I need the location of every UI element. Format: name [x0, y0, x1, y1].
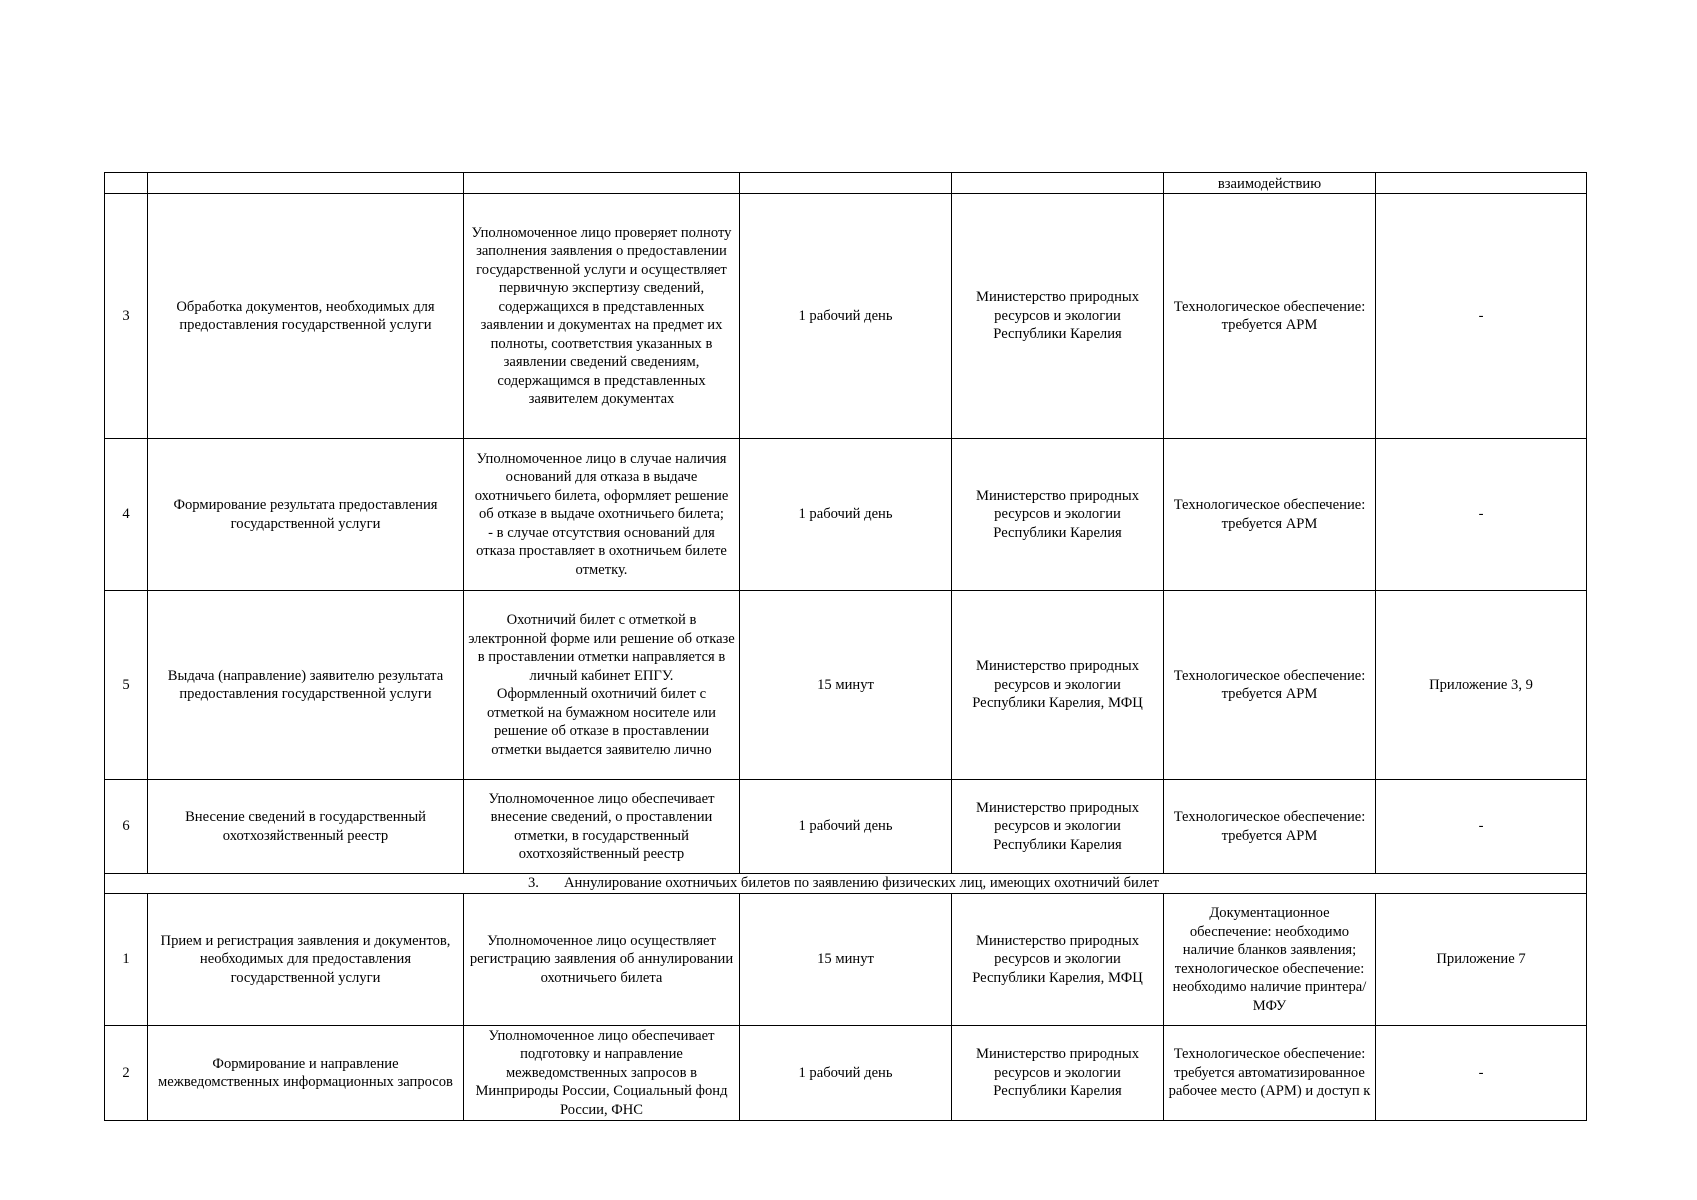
cell-term: 15 минут: [740, 894, 952, 1026]
cell-resources: Технологическое обеспечение: требуется АРМ: [1164, 591, 1376, 780]
cell-forms: -: [1376, 439, 1587, 591]
cell-forms: [1376, 173, 1587, 194]
cell-resources: Технологическое обеспечение: требуется автоматизированное рабочее место (АРМ) и доступ к: [1164, 1026, 1376, 1121]
cell-executor: Министерство природных ресурсов и экологии Республики Карелия: [952, 439, 1164, 591]
cell-description: Уполномоченное лицо обеспечивает подготовку и направление межведомственных запросов в Минприроды России, Социальный фонд России, ФНС: [464, 1026, 740, 1121]
cell-forms: Приложение 3, 9: [1376, 591, 1587, 780]
cell-description: Уполномоченное лицо проверяет полноту заполнения заявления о предоставлении государственной услуги и осуществляет первичную экспертизу сведений, содержащихся в представленных заявлении и документах на предмет их полноты, соответствия указанных в заявлении сведений сведениям, содержащимся в представленных заявителем документах: [464, 194, 740, 439]
cell-name: Формирование и направление межведомственных информационных запросов: [148, 1026, 464, 1121]
table-row: [105, 780, 1587, 874]
section-title: Аннулирование охотничьих билетов по заявлению физических лиц, имеющих охотничий билет: [563, 875, 1160, 892]
table-row: [105, 439, 1587, 591]
table-row-continuation: [105, 173, 1587, 194]
cell-description: [464, 173, 740, 194]
cell-executor: Министерство природных ресурсов и экологии Республики Карелия, МФЦ: [952, 591, 1164, 780]
cell-description: Уполномоченное лицо осуществляет регистрацию заявления об аннулировании охотничьего билета: [464, 894, 740, 1026]
process-table: [104, 172, 1587, 1121]
table-row: [105, 591, 1587, 780]
cell-executor: Министерство природных ресурсов и экологии Республики Карелия: [952, 194, 1164, 439]
cell-term: 15 минут: [740, 591, 952, 780]
cell-name: Выдача (направление) заявителю результата предоставления государственной услуги: [148, 591, 464, 780]
cell-forms: -: [1376, 194, 1587, 439]
cell-resources: Технологическое обеспечение: требуется АРМ: [1164, 439, 1376, 591]
cell-name: Внесение сведений в государственный охотхозяйственный реестр: [148, 780, 464, 874]
cell-num: 3: [105, 194, 148, 439]
cell-description: Уполномоченное лицо в случае наличия оснований для отказа в выдаче охотничьего билета, оформляет решение об отказе в выдаче охотничьего билета; - в случае отсутствия оснований для отказа проставляет в охотничьем билете отметку.: [464, 439, 740, 591]
table-row: [105, 194, 1587, 439]
cell-resources: взаимодействию: [1164, 173, 1376, 194]
table-row: [105, 894, 1587, 1026]
cell-term: 1 рабочий день: [740, 439, 952, 591]
cell-forms: Приложение 7: [1376, 894, 1587, 1026]
cell-num: [105, 173, 148, 194]
cell-resources: Технологическое обеспечение: требуется АРМ: [1164, 194, 1376, 439]
cell-name: [148, 173, 464, 194]
cell-num: 4: [105, 439, 148, 591]
cell-term: 1 рабочий день: [740, 780, 952, 874]
cell-executor: [952, 173, 1164, 194]
cell-term: [740, 173, 952, 194]
table-row: [105, 1026, 1587, 1121]
section-header-cell: [105, 874, 1587, 894]
cell-description: Охотничий билет с отметкой в электронной форме или решение об отказе в проставлении отметки направляется в личный кабинет ЕПГУ. Оформленный охотничий билет с отметкой на бумажном носителе или решение об отказе в проставлении отметки выдается заявителю лично: [464, 591, 740, 780]
cell-num: 5: [105, 591, 148, 780]
cell-forms: -: [1376, 780, 1587, 874]
cell-forms: -: [1376, 1026, 1587, 1121]
cell-num: 1: [105, 894, 148, 1026]
section-number: 3.: [527, 875, 539, 892]
cell-name: Формирование результата предоставления государственной услуги: [148, 439, 464, 591]
cell-resources: Документационное обеспечение: необходимо наличие бланков заявления; технологическое обеспечение: необходимо наличие принтера/МФУ: [1164, 894, 1376, 1026]
cell-term: 1 рабочий день: [740, 194, 952, 439]
cell-name: Прием и регистрация заявления и документов, необходимых для предоставления государственной услуги: [148, 894, 464, 1026]
cell-executor: Министерство природных ресурсов и экологии Республики Карелия, МФЦ: [952, 894, 1164, 1026]
cell-executor: Министерство природных ресурсов и экологии Республики Карелия: [952, 1026, 1164, 1121]
cell-num: 2: [105, 1026, 148, 1121]
section-header-row: [105, 874, 1587, 894]
cell-executor: Министерство природных ресурсов и экологии Республики Карелия: [952, 780, 1164, 874]
cell-num: 6: [105, 780, 148, 874]
cell-name: Обработка документов, необходимых для предоставления государственной услуги: [148, 194, 464, 439]
cell-term: 1 рабочий день: [740, 1026, 952, 1121]
cell-description: Уполномоченное лицо обеспечивает внесение сведений, о проставлении отметки, в государственный охотхозяйственный реестр: [464, 780, 740, 874]
cell-resources: Технологическое обеспечение: требуется АРМ: [1164, 780, 1376, 874]
